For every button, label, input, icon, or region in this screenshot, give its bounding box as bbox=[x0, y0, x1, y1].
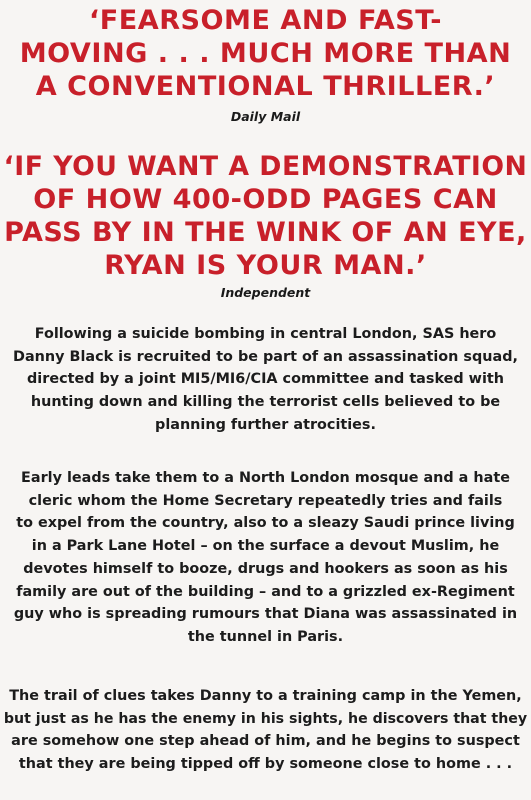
blurb-line: cleric whom the Home Secretary repeatedly tries and fails bbox=[28, 492, 503, 509]
blurb-line: are somehow one step ahead of him, and he begins to suspect bbox=[11, 733, 520, 750]
quote-line: ‘FEARSOME AND FAST- bbox=[88, 5, 443, 36]
quote-line: OF HOW 400-ODD PAGES CAN bbox=[33, 184, 498, 215]
blurb-line: guy who is spreading rumours that Diana was assassinated in bbox=[13, 606, 518, 623]
blurb-line: The trail of clues takes Danny to a training camp in the Yemen, bbox=[9, 688, 522, 704]
blurb-line: devotes himself to booze, drugs and hookers as soon as his bbox=[23, 560, 508, 577]
blurb-paragraph-2 bbox=[0, 467, 531, 649]
quote-line: PASS BY IN THE WINK OF AN EYE, bbox=[4, 217, 527, 248]
blurb-line: hunting down and killing the terrorist cells believed to be bbox=[30, 394, 501, 411]
blurb-line: family are out of the building – and to a grizzled ex-Regiment bbox=[16, 583, 515, 600]
blurb-line: in a Park Lane Hotel – on the surface a devout Muslim, he bbox=[31, 538, 500, 555]
blurb-paragraph-3 bbox=[0, 685, 531, 776]
blurb-paragraph-1 bbox=[0, 323, 531, 437]
quote-source-daily-mail: Daily Mail bbox=[230, 109, 301, 124]
quote-line: RYAN IS YOUR MAN.’ bbox=[104, 250, 427, 281]
blurb-line: Danny Black is recruited to be part of an assassination squad, bbox=[13, 348, 518, 365]
blurb-line: but just as he has the enemy in his sights, he discovers that they bbox=[3, 710, 528, 727]
blurb-line: that they are being tipped off by someone close to home . . . bbox=[18, 756, 513, 773]
quote-source-independent: Independent bbox=[220, 285, 311, 300]
blurb-line: planning further atrocities. bbox=[155, 416, 376, 433]
blurb-line: to expel from the country, also to a sleazy Saudi prince living bbox=[16, 515, 515, 532]
blurb-line: the tunnel in Paris. bbox=[187, 628, 344, 645]
review-quote-daily-mail bbox=[0, 4, 531, 103]
blurb-line: directed by a joint MI5/MI6/CIA committee and tasked with bbox=[27, 371, 504, 388]
blurb-line: Following a suicide bombing in central London, SAS hero bbox=[34, 326, 497, 342]
quote-line: A CONVENTIONAL THRILLER.’ bbox=[35, 71, 496, 102]
quote-line: ‘IF YOU WANT A DEMONSTRATION bbox=[3, 151, 528, 182]
blurb-line: Early leads take them to a North London mosque and a hate bbox=[21, 470, 510, 486]
review-quote-independent bbox=[0, 150, 531, 282]
quote-line: MOVING . . . MUCH MORE THAN bbox=[19, 38, 512, 69]
